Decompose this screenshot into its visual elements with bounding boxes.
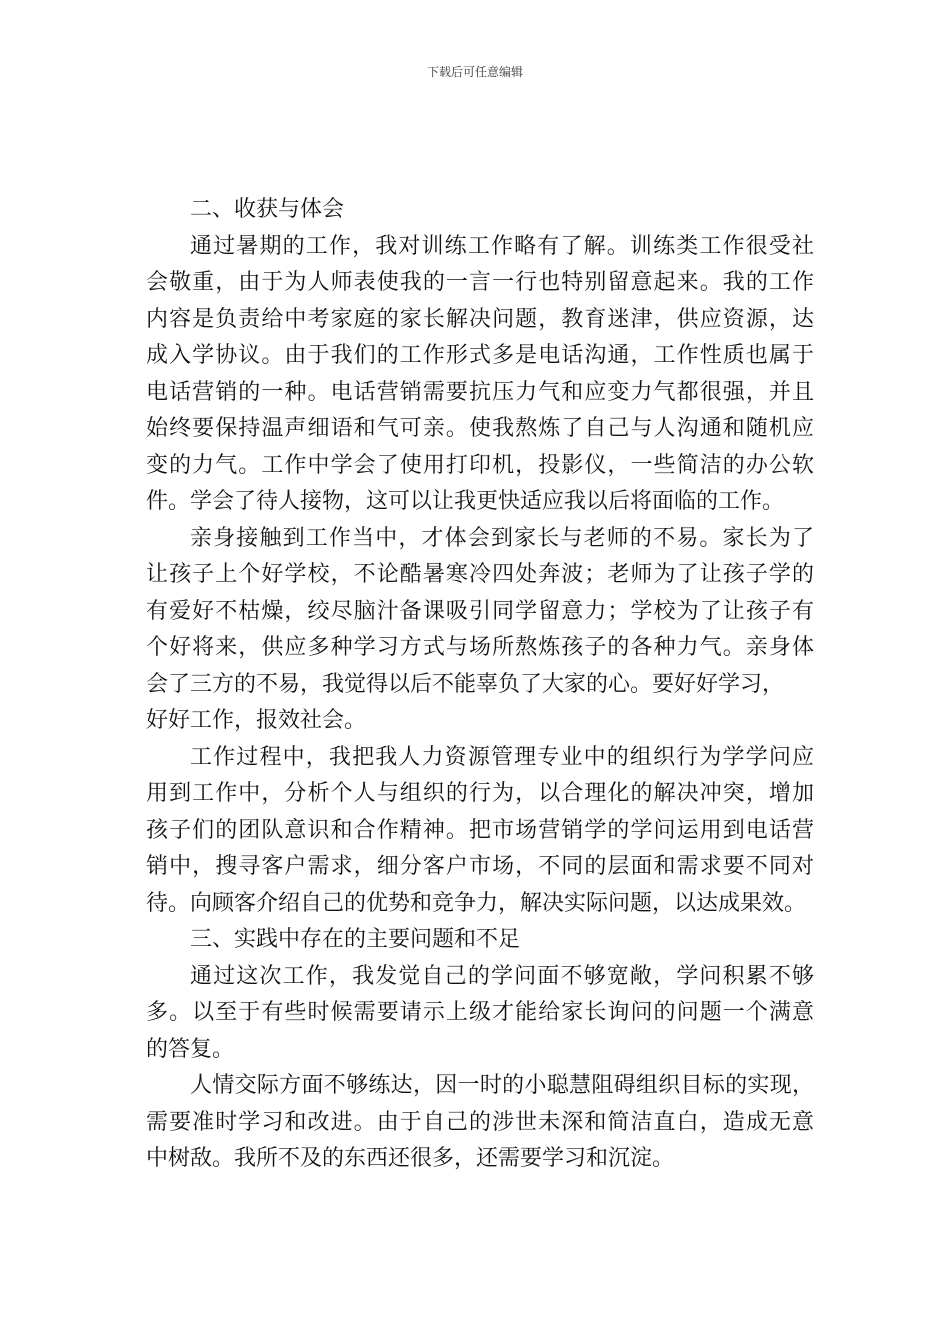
- text-line: 有爱好不枯燥，绞尽脑汁备课吸引同学留意力；学校为了让孩子有: [146, 598, 814, 624]
- text-line: 多。以至于有些时候需要请示上级才能给家长询问的问题一个满意: [146, 1000, 814, 1025]
- text-line: 需要准时学习和改进。由于自己的涉世未深和简洁直白，造成无意: [146, 1109, 814, 1135]
- text-line: 始终要保持温声细语和气可亲。使我熬炼了自己与人沟通和随机应: [146, 416, 814, 441]
- text-line: 件。学会了待人接物，这可以让我更快适应我以后将面临的工作。: [146, 489, 785, 514]
- text-line: 个好将来，供应多种学习方式与场所熬炼孩子的各种力气。亲身体: [146, 635, 814, 660]
- text-line: 孩子们的团队意识和合作精神。把市场营销学的学问运用到电话营: [146, 817, 814, 843]
- text-line: 好好工作，报效社会。: [146, 708, 367, 733]
- text-line: 通过这次工作，我发觉自己的学问面不够宽敞，学问积累不够: [190, 963, 814, 989]
- text-line: 变的力气。工作中学会了使用打印机，投影仪，一些简洁的办公软: [146, 452, 814, 478]
- text-line: 让孩子上个好学校，不论酷暑寒冷四处奔波；老师为了让孩子学的: [146, 562, 814, 587]
- text-line: 通过暑期的工作，我对训练工作略有了解。训练类工作很受社: [190, 233, 814, 259]
- text-line: 的答复。: [146, 1036, 235, 1062]
- text-line: 成入学协议。由于我们的工作形式多是电话沟通，工作性质也属于: [146, 343, 814, 368]
- text-line: 内容是负责给中考家庭的家长解决问题，教育迷津，供应资源，达: [146, 306, 814, 332]
- text-line: 会了三方的不易，我觉得以后不能辜负了大家的心。要好好学习，: [146, 671, 785, 697]
- text-line: 人情交际方面不够练达，因一时的小聪慧阻碍组织目标的实现，: [190, 1073, 814, 1098]
- text-line: 亲身接触到工作当中，才体会到家长与老师的不易。家长为了: [190, 525, 814, 551]
- text-line: 销中，搜寻客户需求，细分客户市场，不同的层面和需求要不同对: [146, 854, 814, 879]
- text-line: 中树敌。我所不及的东西还很多，还需要学习和沉淀。: [146, 1146, 675, 1171]
- text-line: 电话营销的一种。电话营销需要抗压力气和应变力气都很强，并且: [146, 379, 814, 405]
- text-line: 用到工作中，分析个人与组织的行为，以合理化的解决冲突，增加: [146, 781, 814, 806]
- text-line: 待。向顾客介绍自己的优势和竞争力，解决实际问题，以达成果效。: [146, 890, 807, 916]
- page-header-note: 下载后可任意编辑: [426, 65, 523, 79]
- text-line: 工作过程中，我把我人力资源管理专业中的组织行为学学问应: [190, 744, 814, 770]
- text-line: 会敬重，由于为人师表使我的一言一行也特别留意起来。我的工作: [146, 270, 814, 295]
- text-line: 二、收获与体会: [190, 197, 345, 222]
- text-line: 三、实践中存在的主要问题和不足: [190, 927, 521, 952]
- document-body: [146, 192, 814, 1178]
